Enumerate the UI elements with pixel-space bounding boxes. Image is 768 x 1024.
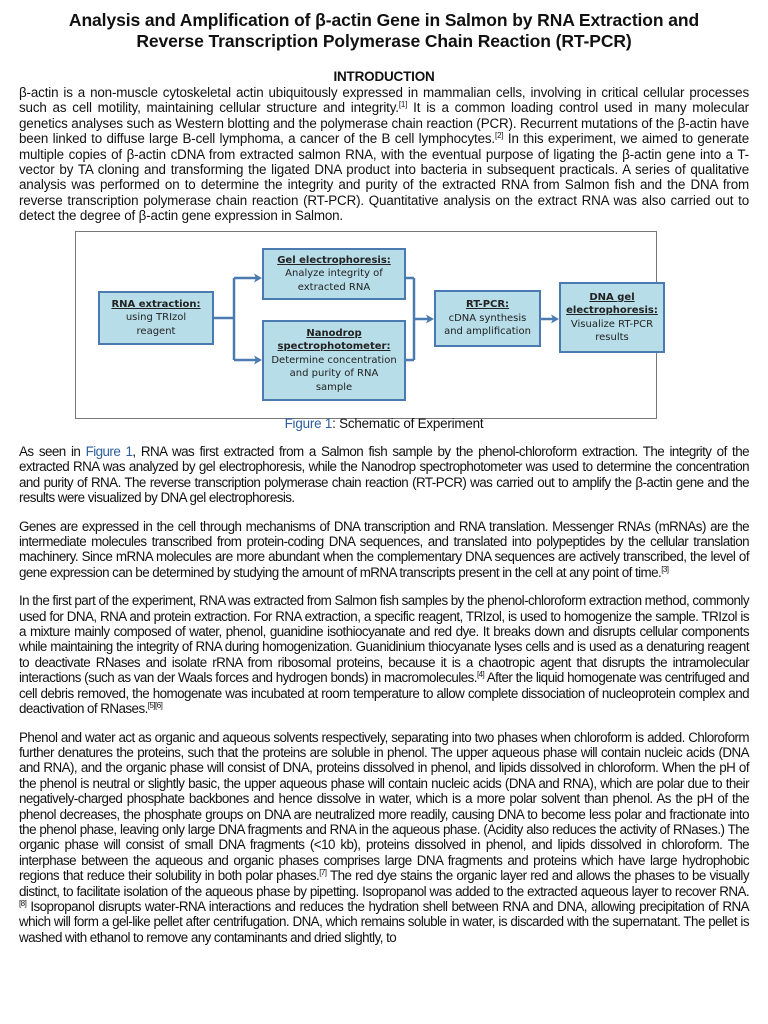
box-dna-gel-electrophoresis: DNA gel electrophoresis: Visualize RT-PCR results (559, 282, 665, 353)
paragraph-phenol-chloroform: Phenol and water act as organic and aqueous solvents respectively, separating into two phases when chloroform is added. Chloroform further denatures the proteins, such that the proteins are soluble in phenol. The upper aqueous phase will contain nucleic acids (DNA and RNA), and the organic phase will consist of DNA, proteins dissolved in phenol, and lipids dissolved in chloroform. When the pH of the phenol is neutral or slightly basic, the upper aqueous phase will contain nucleic acids (DNA and RNA), which are polar due to their negatively-charged phosphate backbones and hence dissolve in water, which is a more polar solvent than phenol. As the pH of the phenol decreases, the phosphate groups on DNA are neutralized more readily, causing DNA to become less polar and fractionate into the phenol phase, leaving only large DNA fragments and RNA in the aqueous phase. (Acidity also reduces the activity of RNases.) The organic phase will consist of small DNA fragments (<10 kb), proteins dissolved in phenol, and lipids dissolved in chloroform. The interphase between the aqueous and organic phases comprises large DNA fragments and proteins which have large hydrophobic regions that reduce their solubility in both polar phases.[7] The red dye stains the organic layer red and allows the phases to be visually distinct, to facilitate isolation of the aqueous phase by pipetting. Isopropanol was added to the extracted aqueous layer to recover RNA.[8] Isopropanol disrupts water-RNA interactions and reduces the hydration shell between RNA and DNA, allowing precipitation of RNA which will form a gel-like pellet after centrifugation. DNA, which remains soluble in water, is discarded with the supernatant. The pellet is washed with ethanol to remove any contaminants and dried slightly, to (19, 729, 750, 945)
paragraph-figure-overview: As seen in Figure 1, RNA was first extracted from a Salmon fish sample by the phenol-chloroform extraction. The integrity of the extracted RNA was analyzed by gel electrophoresis, while the Nanodrop spectrophotometer was used to determine the concentration and purity of RNA. The reverse transcription polymerase chain reaction (RT-PCR) was carried out to amplify the β-actin gene and the results were visualized by DNA gel electrophoresis. (19, 444, 749, 506)
figure-1-link[interactable]: Figure 1 (85, 444, 133, 459)
citation-3: [3] (661, 564, 669, 574)
paragraph-gene-expression: Genes are expressed in the cell through mechanisms of DNA transcription and RNA translation. Messenger RNAs (mRNAs) are the intermediate molecules transcribed from protein-coding DNA sequences, and translated into polypeptides by the cellular translation machinery. Since mRNA molecules are more abundant when the complementary DNA sequences are actively transcribed, the level of gene expression can be determined by studying the amount of mRNA transcripts present in the cell at any point of time.[3] (19, 518, 749, 580)
box-nanodrop: Nanodrop spectrophotometer: Determine concentration and purity of RNA sample (262, 320, 406, 401)
figure-1-schematic (75, 231, 657, 419)
citation-8: [8] (19, 898, 27, 908)
citation-7: [7] (319, 868, 327, 878)
intro-paragraph: β-actin is a non-muscle cytoskeletal actin ubiquitously expressed in mammalian cells, involving in critical cellular processes such as cell motility, maintaining cellular structure and integrity.[1] It is a common loading control used in many molecular genetics analyses such as Western blotting and the polymerase chain reaction (PCR). Recurrent mutations of the β-actin have been linked to diffuse large B-cell lymphoma, a cancer of the B cell lymphocytes.[2] In this experiment, we aimed to generate multiple copies of β-actin cDNA from extracted salmon RNA, with the eventual purpose of ligating the β-actin gene into a T-vector by TA cloning and transforming the ligated DNA product into bacteria in subsequent practicals. A series of qualitative analysis was performed on to determine the integrity and purity of the extracted RNA from Salmon fish and the DNA from reverse transcription polymerase chain reaction (RT-PCR). Quantitative analysis on the extract RNA was also carried out to detect the degree of β-actin gene expression in Salmon. (19, 85, 750, 224)
box-rna-extraction: RNA extraction: using TRIzol reagent (98, 291, 214, 345)
figure-1-caption-label[interactable]: Figure 1 (284, 416, 333, 431)
document-title (19, 10, 749, 52)
box-dna-gel-text: Visualize RT-PCR results (570, 318, 654, 343)
box-nanodrop-text: Determine concentration and purity of RNA sample (271, 354, 397, 393)
box-gel-electrophoresis-text: Analyze integrity of extracted RNA (285, 268, 383, 293)
citation-5-6: [5][6] (147, 701, 163, 711)
title-line-1: Analysis and Amplification of β-actin Gene in Salmon by RNA Extraction and (68, 10, 700, 30)
paragraph-rna-extraction: In the first part of the experiment, RNA was extracted from Salmon fish samples by the phenol-chloroform extraction method, commonly used for DNA, RNA and protein extraction. For RNA extraction, a specific reagent, TRIzol, is used to homogenize the sample. TRIzol is a mixture mainly composed of water, phenol, guanidine isothiocyanate and red dye. It breaks down and disrupts cellular components while maintaining the integrity of RNA during homogenization. Guanidinium thiocyanate lyses cells and is used as a denaturing reagent to deactivate RNases and isolate rRNA from ribosomal proteins, because it is a chaotropic agent that disrupts the intramolecular interactions (such as van der Waals forces and hydrogen bonds) in macromolecules.[4] After the liquid homogenate was centrifuged and cell debris removed, the homogenate was incubated at room temperature to allow complete dissociation of nucleoprotein complex and deactivation of RNases.[5][6] (19, 593, 749, 717)
box-gel-electrophoresis: Gel electrophoresis: Analyze integrity of extracted RNA (262, 248, 406, 300)
figure-1-caption: Figure 1: Schematic of Experiment (284, 416, 484, 431)
section-heading-introduction: INTRODUCTION (333, 69, 435, 84)
body-paragraphs (19, 444, 749, 945)
box-rt-pcr: RT-PCR: cDNA synthesis and amplification (434, 290, 541, 347)
citation-1: [1] (398, 100, 408, 110)
box-rt-pcr-text: cDNA synthesis and amplification (444, 312, 531, 338)
document-page (19, 0, 749, 224)
title-line-2: Reverse Transcription Polymerase Chain Reaction (RT-PCR) (136, 31, 632, 51)
box-rna-extraction-text: using TRIzol reagent (125, 312, 187, 337)
citation-4: [4] (476, 670, 485, 680)
citation-2: [2] (495, 131, 504, 141)
